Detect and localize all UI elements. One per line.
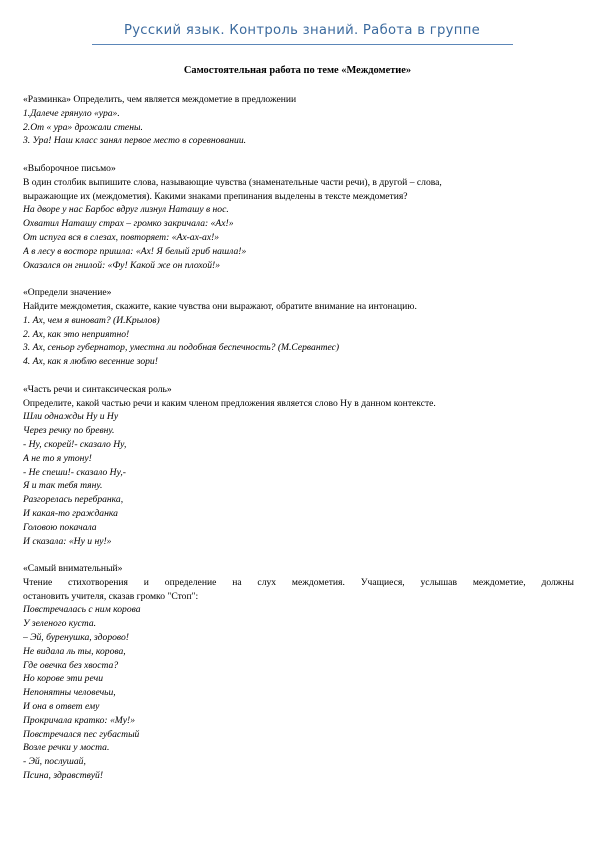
poem-line: Головою покачала <box>23 521 97 533</box>
header-divider <box>92 44 513 45</box>
poem-line: Разгорелась перебранка, <box>23 494 124 506</box>
poem-line: Возле речки у моста. <box>23 742 110 754</box>
poem-line: На дворе у нас Барбос вдруг лизнул Наташу в нос. <box>23 204 229 216</box>
document-title: Самостоятельная работа по теме «Междометие» <box>183 65 412 76</box>
poem-line: А не то я утону! <box>23 452 92 464</box>
poem-line: От испуга вся в слезах, повторяет: «Ах-ах-ах!» <box>23 231 220 243</box>
poem-line: – Эй, буренушка, здорово! <box>23 632 129 644</box>
poem-line: - Не спеши!- сказало Ну,- <box>23 466 126 478</box>
poem-line: Где овечка без хвоста? <box>23 659 119 671</box>
warmup-line: 2.От « ура» дрожали стены. <box>23 121 143 133</box>
meaning-line: 1. Ах, чем я виноват? (И.Крылов) <box>23 314 160 326</box>
meaning-instruction: Найдите междометия, скажите, какие чувства они выражают, обратите внимание на интонацию. <box>23 300 417 312</box>
poem-line: - Ну, скорей!- сказало Ну, <box>23 438 127 450</box>
poem-line: Шли однажды Ну и Ну <box>23 411 119 423</box>
spacer <box>23 148 574 162</box>
spacer <box>23 548 574 562</box>
section-attentive-heading: «Самый внимательный» <box>23 563 123 575</box>
poem-line: И она в ответ ему <box>23 701 100 713</box>
poem-line: Не видала ль ты, корова, <box>23 645 126 657</box>
document-body <box>23 93 574 783</box>
meaning-line: 4. Ах, как я люблю весенние зори! <box>23 356 158 368</box>
poem-line: Повстречалась с ним корова <box>23 604 141 616</box>
meaning-line: 2. Ах, как это неприятно! <box>23 328 130 340</box>
section-meaning-heading: «Определи значение» <box>23 287 112 299</box>
poem-line: Повстречался пес губастый <box>23 728 140 740</box>
syntax-instruction: Определите, какой частью речи и каким членом предложения является слово Ну в данном контексте. <box>23 397 436 409</box>
poem-line: Я и так тебя тяну. <box>23 480 103 492</box>
poem-line: А в лесу в восторг пришла: «Ах! Я белый гриб нашла!» <box>23 245 247 257</box>
poem-line: И какая-то гражданка <box>23 507 118 519</box>
spacer <box>23 272 574 286</box>
page-header: Русский язык. Контроль знаний. Работа в группе <box>123 23 481 38</box>
selective-writing-instruction: выражающие их (междометия). Какими знаками препинания выделены в тексте междометия? <box>23 190 408 202</box>
poem-line: У зеленого куста. <box>23 618 97 630</box>
attentive-instruction: остановить учителя, сказав громко "Стоп": <box>23 590 199 602</box>
section-selective-writing-heading: «Выборочное письмо» <box>23 162 116 174</box>
poem-line: Прокричала кратко: «Му!» <box>23 714 136 726</box>
poem-line: Но корове эти речи <box>23 673 103 685</box>
selective-writing-instruction: В один столбик выпишите слова, называющие чувства (знаменательные части речи), в другой – слова, <box>23 176 442 188</box>
warmup-line: 1.Далече грянуло «ура». <box>23 107 120 119</box>
poem-line: - Эй, послушай, <box>23 756 86 768</box>
section-warmup-heading: «Разминка» Определить, чем является междометие в предложении <box>23 94 297 105</box>
meaning-line: 3. Ах, сеньор губернатор, уместна ли подобная беспечность? (М.Сервантес) <box>23 342 340 354</box>
section-syntax-heading: «Часть речи и синтаксическая роль» <box>23 383 172 395</box>
spacer <box>23 369 574 383</box>
poem-line: Охватил Наташу страх – громко закричала: «Ах!» <box>23 218 234 230</box>
poem-line: Псина, здравствуй! <box>23 770 104 782</box>
poem-line: Через речку по бревну. <box>23 425 115 437</box>
poem-line: Непонятны человечьи, <box>23 687 116 699</box>
poem-line: И сказала: «Ну и ну!» <box>23 535 112 547</box>
attentive-instruction: Чтение стихотворения и определение на слух междометия. Учащиеся, услышав междометие, должны <box>23 576 574 588</box>
poem-line: Оказался он гнилой: «Фу! Какой же он плохой!» <box>23 259 221 271</box>
warmup-line: 3. Ура! Наш класс занял первое место в соревновании. <box>23 135 247 147</box>
